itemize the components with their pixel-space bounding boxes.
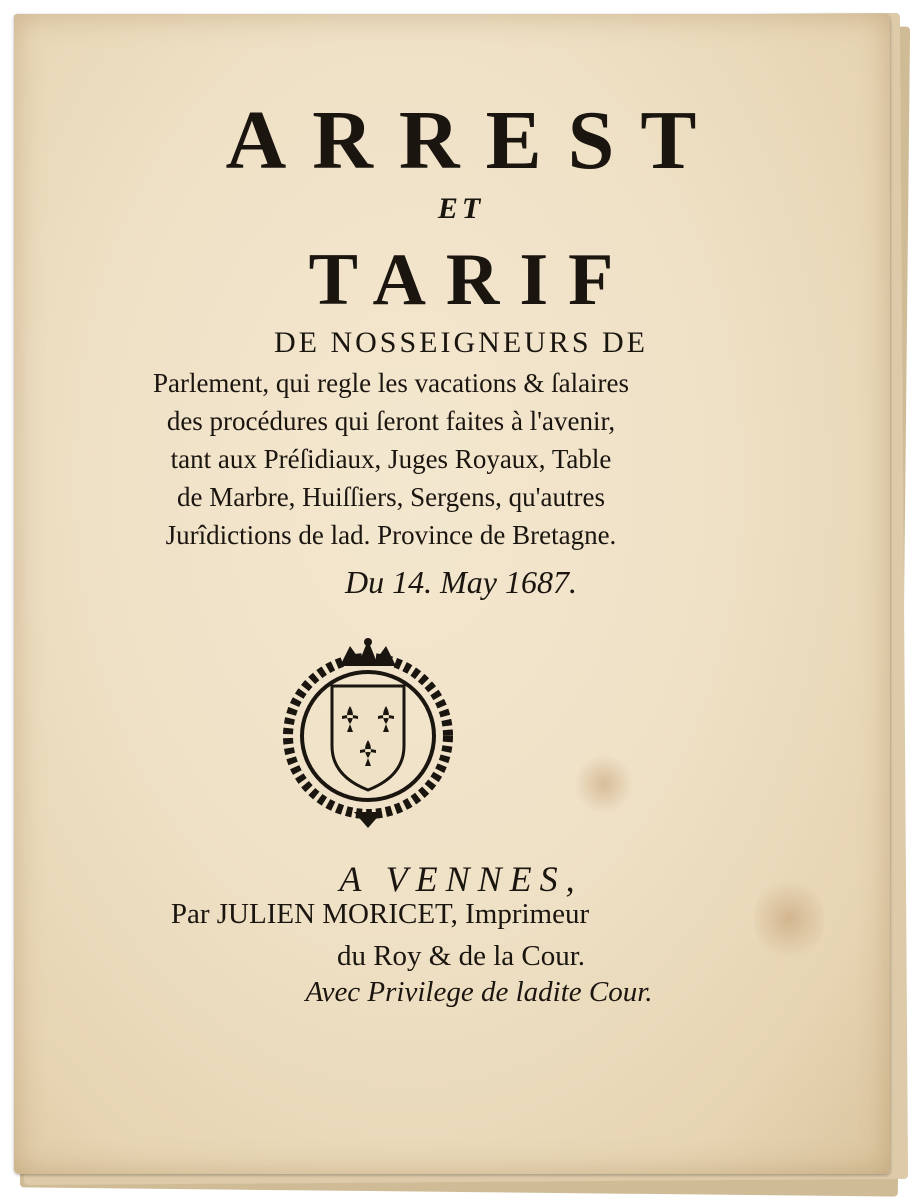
imprint-place: A VENNES, [339,859,583,899]
title-tarif: TARIF [308,239,634,321]
ink-stain [574,754,634,814]
body-line: tant aux Préſidiaux, Juges Royaux, Table [170,444,612,474]
title-arrest: ARREST [225,94,723,187]
imprint-printer: Par JULIEN MORICET, Imprimeur [170,898,590,930]
body-line: des procédures qui ſeront faites à l'avenir, [166,406,616,436]
subtitle: DE NOSSEIGNEURS DE [273,326,648,359]
title-et: ET [437,192,485,225]
body-line: Parlement, qui regle les vacations & ſalaires [152,368,630,398]
body-line: Jurîdictions de lad. Province de Bretagne. [165,520,617,550]
privilege-line: Avec Privilege de ladite Cour. [305,976,653,1008]
date-line: Du 14. May 1687. [345,564,577,600]
imprint-court: du Roy & de la Cour. [336,940,586,972]
body-line: de Marbre, Huiſſiers, Sergens, qu'autres [176,482,605,512]
royal-arms-emblem [280,636,456,832]
body-text [96,364,686,554]
